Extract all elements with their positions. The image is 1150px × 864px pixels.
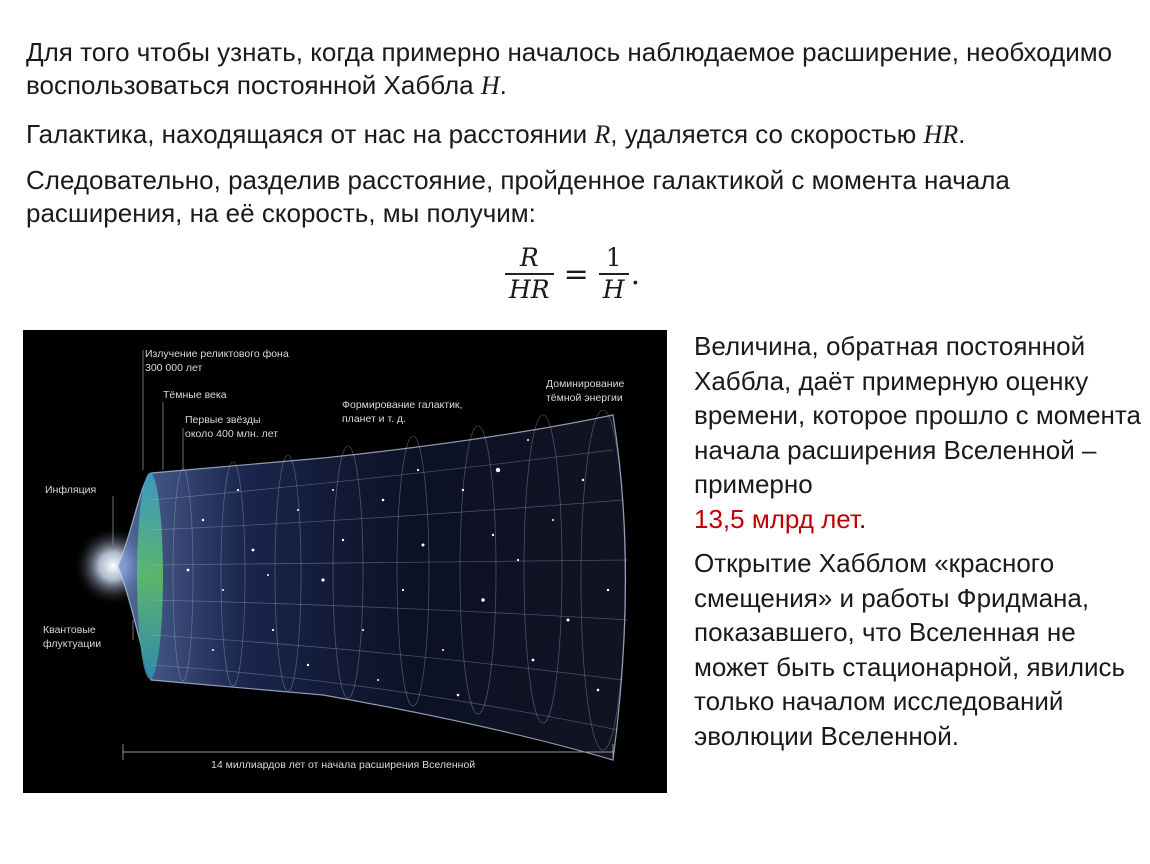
fraction-left-numerator: R <box>519 243 539 272</box>
label-cmb: Излучение реликтового фона <box>145 348 289 360</box>
estimate-period: . <box>858 503 867 534</box>
label-dark-energy-line2: тёмной энергии <box>546 392 623 404</box>
label-quantum-line1: Квантовые <box>43 624 96 636</box>
label-first-stars: Первые звёзды <box>185 414 261 426</box>
fraction-left-denominator: HR <box>505 273 554 305</box>
intro-paragraph-galaxy <box>26 118 965 151</box>
label-dark-ages: Тёмные века <box>163 389 227 401</box>
label-timeline: 14 миллиардов лет от начала расширения Вселенной <box>211 759 476 771</box>
label-inflation: Инфляция <box>45 484 97 496</box>
intro-text: Для того чтобы узнать, когда примерно началось наблюдаемое расширение, необходимо воспользоваться постоянной Хаббла <box>26 37 1113 100</box>
fraction-right-denominator: H <box>599 273 629 305</box>
label-galaxies-line2: планет и т. д. <box>342 413 406 425</box>
galaxy-period: . <box>958 119 966 149</box>
intro-paragraph-conclusion: Следовательно, разделив расстояние, пройденное галактикой с момента начала расширения, на её скорость, мы получим: <box>26 165 1010 228</box>
velocity-symbol: HR <box>923 120 959 149</box>
fraction-right-numerator: 1 <box>605 243 622 272</box>
cmb-surface <box>137 473 163 679</box>
label-galaxies-line1: Формирование галактик, <box>342 399 463 411</box>
intro-period: . <box>499 70 507 100</box>
universe-expansion-illustration <box>23 330 667 793</box>
side-paragraph-history: Открытие Хабблом «красного смещения» и работы Фридмана, показавшего, что Вселенная не может быть стационарной, явились только началом исследований эволюции Вселенной. <box>694 548 1126 751</box>
expansion-cone-graphic <box>23 330 667 793</box>
label-quantum-line2: флуктуации <box>43 638 102 650</box>
label-dark-energy-line1: Доминирование <box>546 378 625 390</box>
hubble-constant-symbol: H <box>480 71 500 100</box>
galaxy-text-b: , удаляется со скоростью <box>610 119 924 149</box>
equals-sign: = <box>563 256 589 292</box>
galaxy-text-a: Галактика, находящаяся от нас на расстоянии <box>26 119 595 149</box>
side-text <box>694 329 1142 753</box>
fraction-left <box>505 243 554 305</box>
side-paragraph-estimate <box>694 329 1142 536</box>
hubble-time-formula <box>505 238 640 310</box>
age-of-universe-value: 13,5 млрд лет <box>694 503 859 534</box>
intro-paragraph-hubble <box>26 36 1126 102</box>
fraction-right <box>599 243 629 305</box>
label-cmb-years: 300 000 лет <box>145 362 203 374</box>
formula-period: . <box>630 256 641 292</box>
label-first-stars-time: около 400 млн. лет <box>185 428 279 440</box>
estimate-text: Величина, обратная постоянной Хаббла, даёт примерную оценку времени, которое прошло с момента начала расширения Вселенной – примерно <box>694 331 1141 499</box>
distance-symbol: R <box>594 120 611 149</box>
